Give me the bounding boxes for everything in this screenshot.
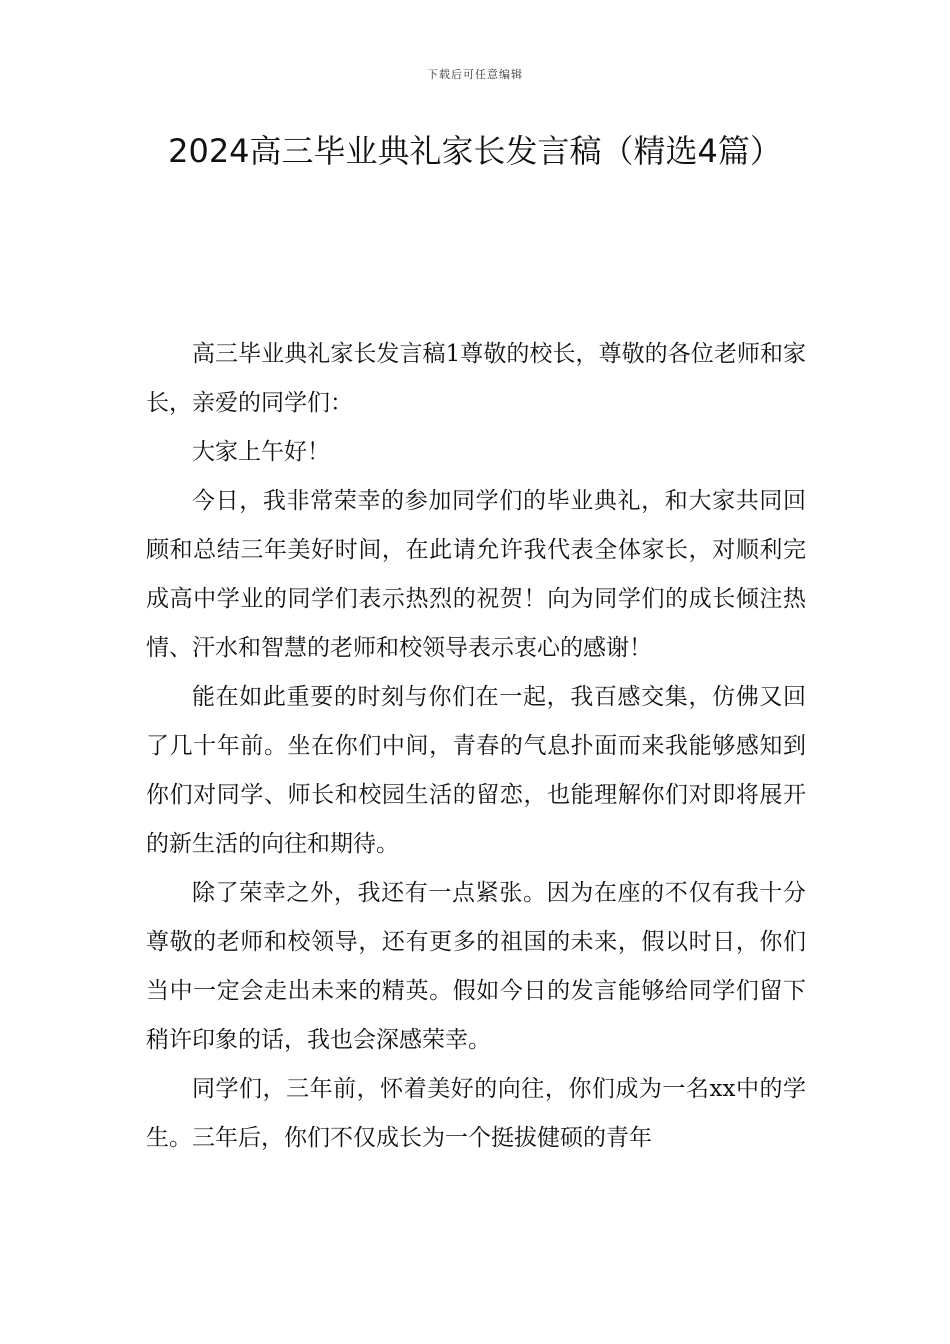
document-title: 2024高三毕业典礼家长发言稿（精选4篇） [168, 132, 782, 170]
paragraph-feelings: 能在如此重要的时刻与你们在一起，我百感交集，仿佛又回了几十年前。坐在你们中间，青春的气息扑面而来我能够感知到你们对同学、师长和校园生活的留恋，也能理解你们对即将展开的新生活的向往和期待。 [146, 684, 806, 857]
document-body [146, 330, 806, 1163]
paragraph-hello: 大家上午好！ [192, 439, 330, 465]
paragraph-congratulations: 今日，我非常荣幸的参加同学们的毕业典礼，和大家共同回顾和总结三年美好时间，在此请允许我代表全体家长，对顺利完成高中学业的同学们表示热烈的祝贺！向为同学们的成长倾注热情、汗水和智慧的老师和校领导表示衷心的感谢！ [146, 488, 806, 661]
paragraph-nervous: 除了荣幸之外，我还有一点紧张。因为在座的不仅有我十分尊敬的老师和校领导，还有更多的祖国的未来，假以时日，你们当中一定会走出未来的精英。假如今日的发言能够给同学们留下稍许印象的话，我也会深感荣幸。 [146, 880, 806, 1053]
header-note: 下载后可任意编辑 [427, 68, 523, 81]
paragraph-greeting: 高三毕业典礼家长发言稿1尊敬的校长，尊敬的各位老师和家长，亲爱的同学们： [146, 341, 806, 416]
paragraph-three-years: 同学们，三年前，怀着美好的向往，你们成为一名xx中的学生。三年后，你们不仅成长为一个挺拔健硕的青年 [146, 1076, 806, 1151]
